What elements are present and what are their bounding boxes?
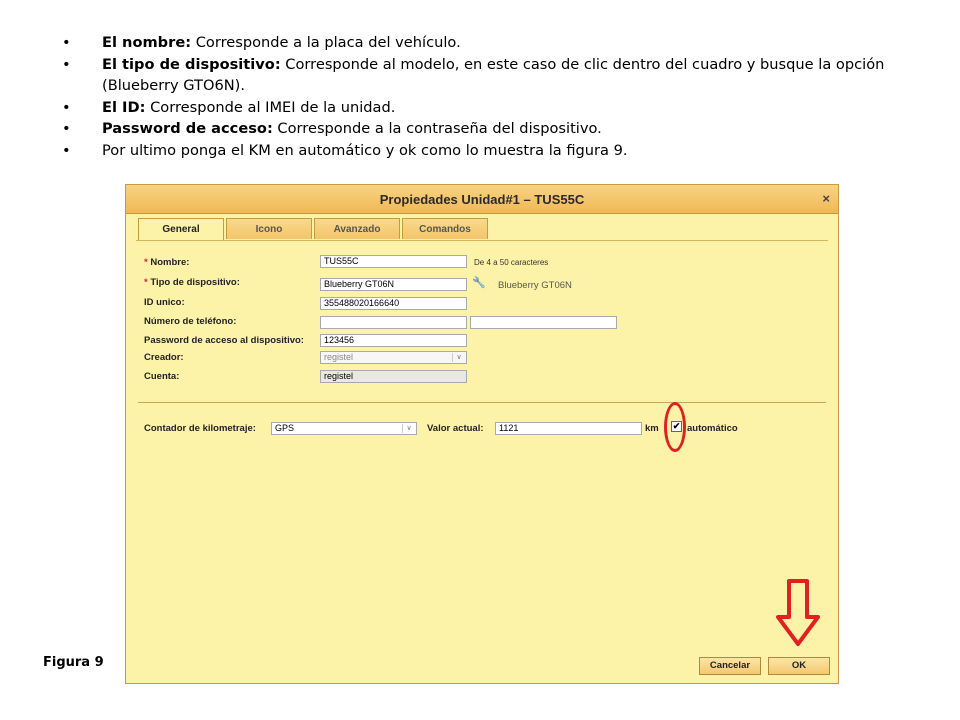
- nombre-label: * Nombre:: [144, 257, 190, 268]
- tab-avanzado[interactable]: Avanzado: [314, 218, 400, 239]
- chevron-down-icon: ∨: [452, 353, 465, 362]
- dialog-title: Propiedades Unidad#1 – TUS55C: [379, 192, 585, 207]
- km-counter-label: Contador de kilometraje:: [144, 423, 256, 434]
- device-type-name: Blueberry GT06N: [498, 280, 572, 291]
- bullet-id: • El ID: Corresponde al IMEI de la unidad.: [62, 98, 396, 116]
- tab-general[interactable]: General: [138, 218, 224, 240]
- km-unit-label: km: [645, 423, 659, 434]
- tipo-dispositivo-field[interactable]: Blueberry GT06N: [320, 278, 467, 291]
- bullet-km: • Por ultimo ponga el KM en automático y ok como lo muestra la figura 9.: [62, 141, 628, 159]
- nombre-hint: De 4 a 50 caracteres: [474, 258, 549, 267]
- id-field[interactable]: 355488020166640: [320, 297, 467, 310]
- nombre-field[interactable]: TUS55C: [320, 255, 467, 268]
- cancel-button[interactable]: Cancelar: [699, 657, 761, 675]
- bullet-tipo-dispositivo: • El tipo de dispositivo: Corresponde al modelo, en este caso de clic dentro del cuadro y busque la opción (Blueberry GTO6N).: [62, 55, 885, 94]
- tab-comandos[interactable]: Comandos: [402, 218, 488, 239]
- figure-label: Figura 9: [43, 655, 104, 670]
- instruction-list: [62, 32, 922, 161]
- bullet-password: • Password de acceso: Corresponde a la contraseña del dispositivo.: [62, 120, 602, 137]
- telefono-label: Número de teléfono:: [144, 316, 237, 327]
- creador-label: Creador:: [144, 352, 184, 363]
- annotation-circle: [664, 402, 686, 452]
- automatico-checkbox[interactable]: ✔: [672, 421, 681, 431]
- id-label: ID unico:: [144, 297, 185, 308]
- automatico-label: automático: [687, 423, 738, 434]
- password-label: Password de acceso al dispositivo:: [144, 335, 304, 346]
- dialog-titlebar[interactable]: [126, 185, 838, 214]
- wrench-icon[interactable]: 🔧: [472, 277, 486, 289]
- tab-icono[interactable]: Icono: [226, 218, 312, 239]
- bullet-nombre: • El nombre: Corresponde a la placa del vehículo.: [62, 34, 461, 51]
- valor-actual-field[interactable]: 1121: [495, 422, 642, 435]
- telefono-field[interactable]: [320, 316, 467, 329]
- tab-divider: [136, 240, 828, 241]
- cuenta-label: Cuenta:: [144, 371, 180, 382]
- annotation-arrow-icon: [775, 579, 821, 647]
- valor-actual-label: Valor actual:: [427, 423, 484, 434]
- ok-button[interactable]: OK: [768, 657, 830, 675]
- unit-properties-dialog: [125, 184, 839, 684]
- password-field[interactable]: 123456: [320, 334, 467, 347]
- telefono-field-2[interactable]: [470, 316, 617, 329]
- tipo-label: * Tipo de dispositivo:: [144, 277, 240, 288]
- km-counter-select[interactable]: GPS ∨: [271, 422, 417, 435]
- section-divider: [138, 402, 826, 403]
- creador-select[interactable]: registel ∨: [320, 351, 467, 364]
- cuenta-field: registel: [320, 370, 467, 383]
- close-icon[interactable]: ×: [822, 191, 830, 206]
- chevron-down-icon: ∨: [402, 424, 415, 433]
